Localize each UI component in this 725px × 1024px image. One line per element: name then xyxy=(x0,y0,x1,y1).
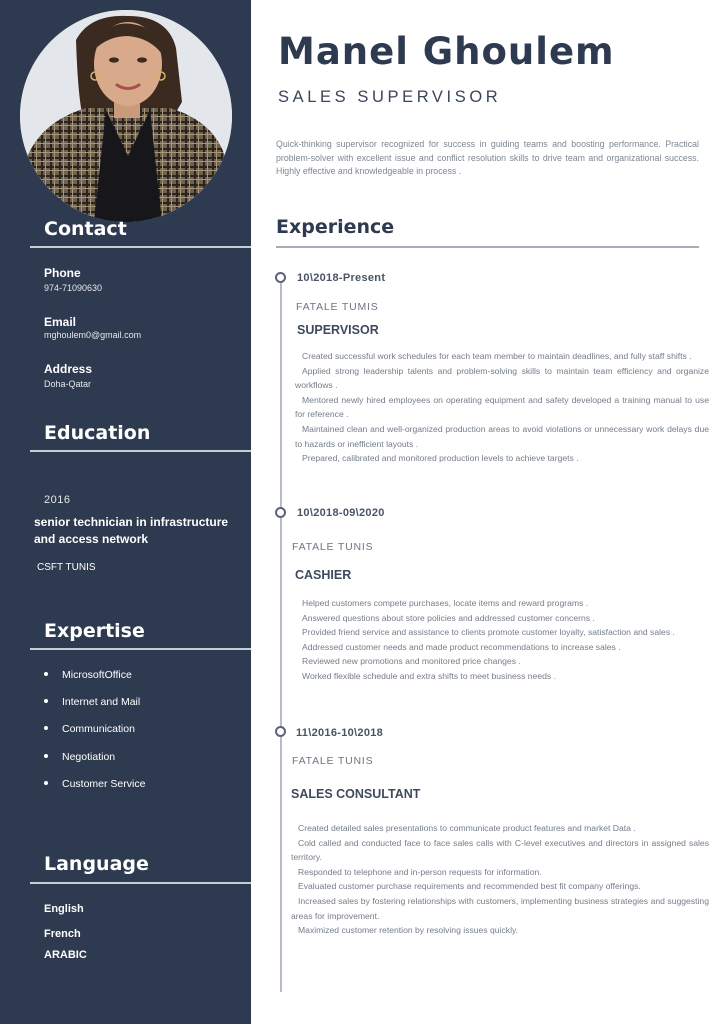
bullet-icon xyxy=(44,754,48,758)
expertise-item xyxy=(44,751,115,763)
expertise-item xyxy=(44,669,132,681)
job-company: FATALE TUNIS xyxy=(292,755,374,767)
duty-item: Provided friend service and assistance to clients promote customer loyalty, satisfaction and sales . xyxy=(302,627,675,638)
timeline-marker-icon xyxy=(275,726,286,737)
job-role: CASHIER xyxy=(295,568,352,582)
email-value: mghoulem0@gmail.com xyxy=(44,330,142,340)
profile-photo xyxy=(20,10,232,222)
duty-item: Maintained clean and well-organized production areas to avoid violations or unnecessary work delays due to hazards or inefficient layouts . xyxy=(295,423,709,449)
duty-item: Worked flexible schedule and extra shifts to meet business needs . xyxy=(302,670,556,681)
phone-value: 974-71090630 xyxy=(44,283,103,293)
job-role: SUPERVISOR xyxy=(297,323,379,337)
expertise-item xyxy=(44,696,140,708)
expertise-item-label: Customer Service xyxy=(62,778,146,790)
portrait-illustration xyxy=(20,10,232,222)
profile-summary: Quick-thinking supervisor recognized for success in guiding teams and boosting performance. Practical problem-solver with excellent issue and conflict resolution skills to drive team and organizational success. Highly effective and knowledgeable in process . xyxy=(276,139,699,176)
education-divider xyxy=(30,450,251,452)
job-date: 10\2018-09\2020 xyxy=(297,507,385,519)
duty-item: Responded to telephone and in-person requests for information. xyxy=(298,866,542,877)
duty-item: Applied strong leadership talents and problem-solving skills to maintain team efficiency and organize workflows . xyxy=(295,365,709,391)
duty-item: Prepared, calibrated and monitored production levels to achieve targets . xyxy=(302,453,579,464)
bullet-icon xyxy=(44,726,48,730)
duty-item: Evaluated customer purchase requirements and recommended best fit company offerings. xyxy=(298,881,641,892)
address-value: Doha-Qatar xyxy=(44,379,92,389)
job-duties xyxy=(295,349,709,466)
expertise-item-label: MicrosoftOffice xyxy=(62,669,132,681)
expertise-item xyxy=(44,723,135,735)
language-item: English xyxy=(44,903,84,915)
expertise-item-label: Communication xyxy=(62,723,135,735)
job-role: SALES CONSULTANT xyxy=(291,787,421,801)
address-label: Address xyxy=(44,362,93,376)
job-date: 10\2018-Present xyxy=(297,272,386,284)
sidebar xyxy=(0,0,251,1024)
job-date: 11\2016-10\2018 xyxy=(296,727,384,739)
duty-item: Addressed customer needs and made product recommendations to increase sales . xyxy=(302,641,621,652)
language-item: French xyxy=(44,928,81,940)
duty-item: Created successful work schedules for each team member to maintain deadlines, and fully staff shifts . xyxy=(302,351,692,361)
job-company: FATALE TUNIS xyxy=(292,541,374,553)
job-duties xyxy=(295,596,709,684)
duty-item: Created detailed sales presentations to communicate product features and market Data . xyxy=(298,823,636,833)
duty-item: Increased sales by fostering relationships with customers, implementing business strategies and suggesting areas for improvement. xyxy=(291,895,709,921)
contact-heading: Contact xyxy=(44,218,127,240)
email-label: Email xyxy=(44,315,77,329)
experience-divider xyxy=(276,246,699,248)
duty-item: Reviewed new promotions and monitored price changes . xyxy=(302,656,521,667)
bullet-icon xyxy=(44,781,48,785)
timeline-marker-icon xyxy=(275,272,286,283)
education-heading: Education xyxy=(44,422,151,444)
education-year: 2016 xyxy=(44,494,71,506)
expertise-item-label: Negotiation xyxy=(62,751,116,763)
language-item: ARABIC xyxy=(44,949,87,961)
job-company: FATALE TUMIS xyxy=(296,301,379,313)
expertise-item xyxy=(44,778,145,790)
timeline-line xyxy=(280,279,282,992)
duty-item: Mentored newly hired employees on operating equipment and safety developed a training manual to use for reference . xyxy=(295,394,709,420)
language-heading: Language xyxy=(44,853,149,875)
bullet-icon xyxy=(44,699,48,703)
contact-divider xyxy=(30,246,251,248)
expertise-divider xyxy=(30,648,251,650)
bullet-icon xyxy=(44,672,48,676)
job-title: SALES SUPERVISOR xyxy=(278,88,502,106)
duty-item: Answered questions about store policies and addressed customer concerns . xyxy=(302,612,595,623)
duty-item: Cold called and conducted face to face sales calls with C-level executives and directors in assigned sales territory. xyxy=(291,837,709,863)
phone-label: Phone xyxy=(44,266,81,280)
duty-item: Maximized customer retention by resolving issues quickly. xyxy=(298,925,519,936)
job-duties xyxy=(291,821,709,938)
candidate-name: Manel Ghoulem xyxy=(278,30,615,73)
expertise-item-label: Internet and Mail xyxy=(62,696,141,708)
education-school: CSFT TUNIS xyxy=(37,562,96,573)
duty-item: Helped customers compete purchases, locate items and reward programs . xyxy=(302,598,589,608)
language-divider xyxy=(30,882,251,884)
expertise-heading: Expertise xyxy=(44,620,145,642)
experience-heading: Experience xyxy=(276,216,395,238)
timeline-marker-icon xyxy=(275,507,286,518)
education-degree: senior technician in infrastructure and access network xyxy=(34,515,229,546)
